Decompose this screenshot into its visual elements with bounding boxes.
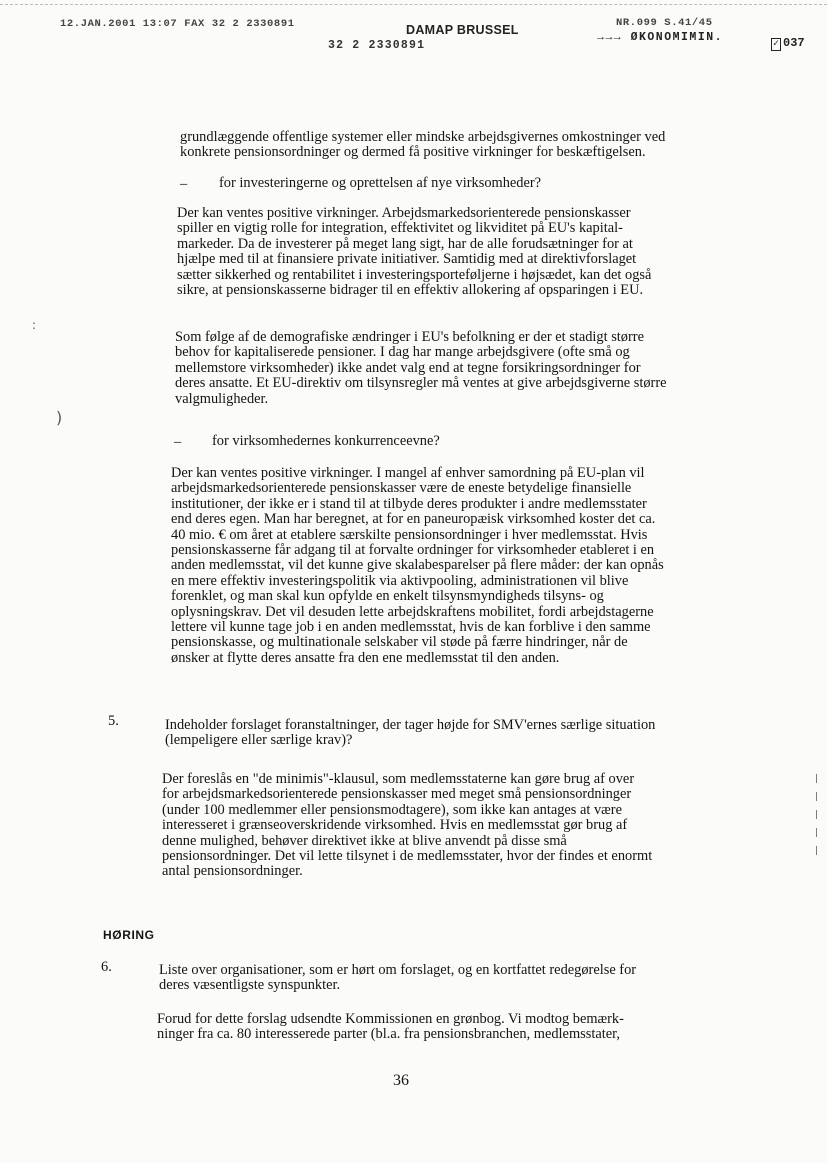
- text-line: markeder. Da de investerer på meget lang sigt, har de alle forudsætninger for at: [177, 235, 633, 252]
- text-line: valgmuligheder.: [175, 390, 269, 407]
- text-line: Som følge af de demografiske ændringer i EU's befolkning er der et stadigt større: [175, 329, 644, 345]
- fax-transmission-line: 12.JAN.2001 13:07 FAX 32 2 2330891: [60, 18, 295, 30]
- text-line: behov for kapitaliserede pensioner. I dag har mange arbejdsgivere (ofte små og: [175, 344, 630, 361]
- fax-recipient: →→→ ØKONOMIMIN.: [597, 31, 724, 44]
- text-line: pensionsordninger. Det vil lette tilsynet i de medlemsstater, hvor der findes et enormt: [162, 848, 653, 865]
- answer-sme: [162, 772, 710, 880]
- text-line: Der kan ventes positive virkninger. Arbejdsmarkedsorienterede pensionskasser: [177, 205, 631, 221]
- paragraph-demography: [175, 330, 723, 407]
- text-line: Liste over organisationer, som er hørt om forslaget, og en kortfattet redegørelse for: [159, 962, 637, 978]
- paragraph-intro: [180, 130, 726, 161]
- fax-page-number: [771, 36, 805, 51]
- item-number-6: 6.: [101, 959, 112, 975]
- text-line: for virksomhedernes konkurrenceevne?: [212, 433, 440, 449]
- text-line: pensionskasserne får adgang til at forvalte ordninger for virksomheder etableret i en: [171, 542, 655, 559]
- scan-mark-bracket: ): [56, 408, 63, 427]
- text-line: konkrete pensionsordninger og dermed få positive virkninger for beskæftigelsen.: [180, 144, 646, 161]
- fax-number: 32 2 2330891: [328, 39, 426, 52]
- page-number: 36: [393, 1072, 409, 1089]
- text-line: pensionskasse, og multinationale selskaber vil støde på færre hindringer, når de: [171, 634, 628, 651]
- text-line: oplysningskrav. Det vil desuden lette arbejdskraftens mobilitet, fordi arbejdstagerne: [171, 603, 654, 620]
- dash-bullet: –: [174, 434, 182, 450]
- fax-page-number-text: 037: [783, 36, 805, 50]
- text-line: grundlæggende offentlige systemer eller mindske arbejdsgivernes omkostninger ved: [180, 129, 666, 145]
- fax-scan-line: [0, 4, 827, 5]
- scan-mark-right-edge: | | | | |: [815, 774, 819, 856]
- text-line: Indeholder forslaget foranstaltninger, der tager højde for SMV'ernes særlige situation: [165, 717, 656, 733]
- text-line: Der foreslås en "de minimis"-klausul, som medlemsstaterne kan gøre brug af over: [162, 771, 635, 787]
- text-line: arbejdsmarkedsorienterede pensionskasser være de eneste betydelige finansielle: [171, 480, 632, 497]
- paragraph-competitiveness: [171, 466, 718, 666]
- text-line: sætter sikkerhed og rentabilitet i investeringsporteføljerne i højsædet, kan det også: [177, 266, 652, 283]
- section-heading-horing: HØRING: [103, 928, 155, 942]
- text-line: hjælpe med til at finansiere private initiativer. Samtidig med at direktivforslaget: [177, 251, 637, 268]
- text-line: antal pensionsordninger.: [162, 863, 303, 880]
- text-line: for investeringerne og oprettelsen af nye virksomheder?: [219, 175, 542, 191]
- text-line: interesseret i grænseoverskridende virksomhed. Hvis en medlemsstat gør brug af: [162, 817, 628, 834]
- question-consultation: [159, 963, 707, 994]
- text-line: spiller en vigtig rolle for integration, effektivitet og likviditet på EU's kapital-: [177, 220, 623, 237]
- text-line: en mere effektiv investeringspolitik via aktivpooling, administrationen vil blive: [171, 572, 629, 589]
- text-line: ninger fra ca. 80 interesserede parter (bl.a. fra pensionsbranchen, medlemsstater,: [157, 1026, 620, 1043]
- text-line: sikre, at pensionskasserne bidrager til en effektiv allokering af opsparingen i EU.: [177, 282, 644, 299]
- text-line: 40 mio. € om året at etablere særskilte pensionsordninger i hver medlemsstat. Hvis: [171, 526, 648, 543]
- text-line: (under 100 medlemmer eller pensionsmodtagere), som ikke kan antages at være: [162, 801, 622, 818]
- text-line: deres væsentligste synspunkter.: [159, 977, 341, 994]
- fax-sender-org: DAMAP BRUSSEL: [406, 23, 519, 37]
- text-line: mellemstore virksomheder) ikke andet valg end at tegne forsikringsordninger for: [175, 359, 641, 376]
- text-line: end deres egen. Man har beregnet, at for en paneuropæisk virksomhed koster det ca.: [171, 511, 656, 528]
- text-line: institutioner, der ikke er i stand til at tilbyde deres produkter i andre medlemsstater: [171, 495, 647, 512]
- text-line: deres ansatte. Et EU-direktiv om tilsynsregler må ventes at give arbejdsgiverne større: [175, 375, 667, 392]
- text-line: Forud for dette forslag udsendte Kommissionen en grønbog. Vi modtog bemærk-: [157, 1011, 624, 1027]
- paragraph-investments: [177, 206, 726, 298]
- text-line: lettere vil kunne tage job i en anden medlemsstat, hvis de kan forblive i den samme: [171, 619, 651, 636]
- question-sme: [165, 718, 712, 749]
- text-line: denne mulighed, behøver direktivet ikke at blive anvendt på disse små: [162, 832, 567, 849]
- text-line: forenklet, og man skal kun opfylde en enkelt tilsynsmyndigheds tilsyns- og: [171, 588, 604, 605]
- text-line: anden medlemsstat, vil det kunne give skalabesparelser på flere måder: der kan opnås: [171, 557, 664, 574]
- text-line: Der kan ventes positive virkninger. I mangel af enhver samordning på EU-plan vil: [171, 465, 645, 481]
- dash-bullet: –: [180, 176, 188, 192]
- question-investments: [219, 176, 541, 191]
- fax-page-counter: NR.099 S.41/45: [616, 17, 713, 29]
- scan-mark-dots: :: [32, 318, 37, 332]
- text-line: for arbejdsmarkedsorienterede pensionskasser med meget små pensionsordninger: [162, 786, 632, 803]
- fax-checkbox-icon: ✓: [773, 39, 780, 50]
- text-line: (lempeligere eller særlige krav)?: [165, 732, 353, 749]
- text-line: ønsker at flytte deres ansatte fra den ene medlemsstat til den anden.: [171, 649, 560, 666]
- question-competitiveness: [212, 434, 440, 449]
- answer-consultation: [157, 1012, 705, 1043]
- item-number-5: 5.: [108, 713, 119, 729]
